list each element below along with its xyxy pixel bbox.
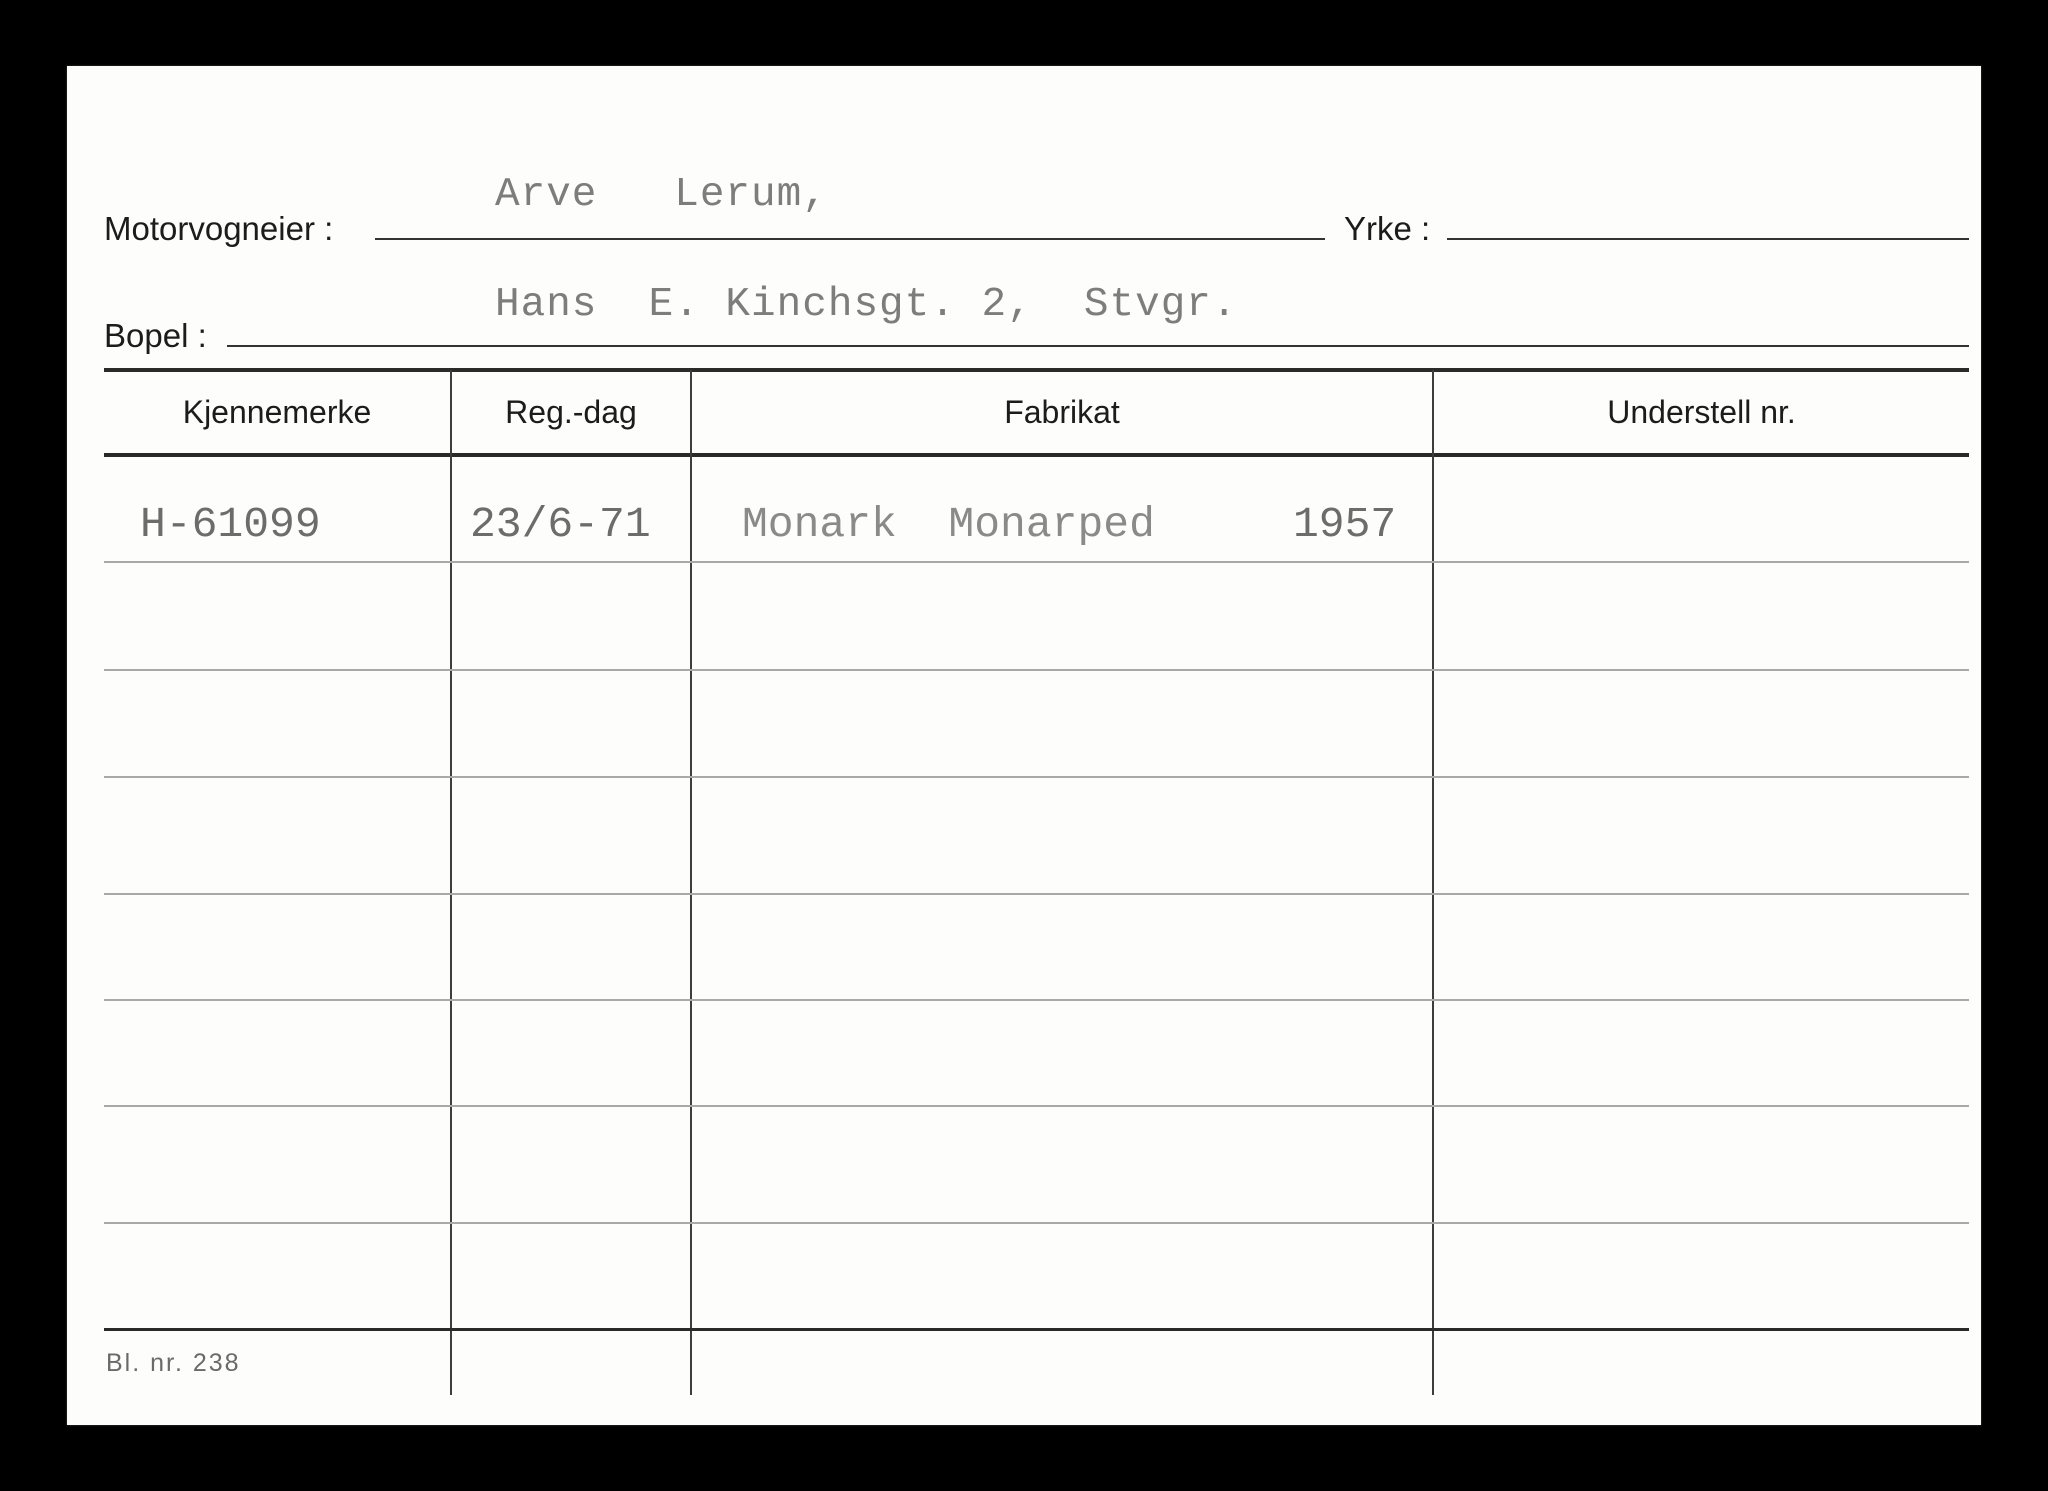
registration-card: [67, 66, 1981, 1425]
column-divider-1: [450, 370, 452, 1395]
occupation-label: Yrke :: [1344, 210, 1431, 247]
header-reg-dag: Reg.-dag: [505, 394, 637, 430]
row-line: [104, 669, 1969, 671]
table-header-rule: [104, 453, 1969, 457]
row-line: [104, 893, 1969, 895]
table-top-rule: [104, 368, 1969, 372]
address-underline: [227, 345, 1969, 347]
cell-fabrikat-make: Monark Monarped: [742, 500, 1155, 549]
column-divider-3: [1432, 370, 1434, 1395]
row-line: [104, 1222, 1969, 1224]
address-value: Hans E. Kinchsgt. 2, Stvgr.: [495, 282, 1238, 328]
table-bottom-rule: [104, 1328, 1969, 1331]
cell-kjennemerke: H-61099: [140, 500, 321, 549]
row-line: [104, 561, 1969, 563]
cell-reg-dag: 23/6-71: [470, 500, 651, 549]
owner-underline: [375, 238, 1325, 240]
header-fabrikat: Fabrikat: [1004, 394, 1120, 430]
row-line: [104, 776, 1969, 778]
row-line: [104, 999, 1969, 1001]
address-label: Bopel :: [104, 317, 207, 354]
occupation-underline: [1447, 238, 1969, 240]
owner-value: Arve Lerum,: [495, 172, 828, 218]
cell-fabrikat-year: 1957: [1293, 500, 1397, 549]
header-understell: Understell nr.: [1607, 394, 1796, 430]
row-line: [104, 1105, 1969, 1107]
header-kjennemerke: Kjennemerke: [182, 394, 372, 430]
owner-label: Motorvogneier :: [104, 210, 334, 247]
form-number: Bl. nr. 238: [106, 1349, 241, 1377]
column-divider-2: [690, 370, 692, 1395]
